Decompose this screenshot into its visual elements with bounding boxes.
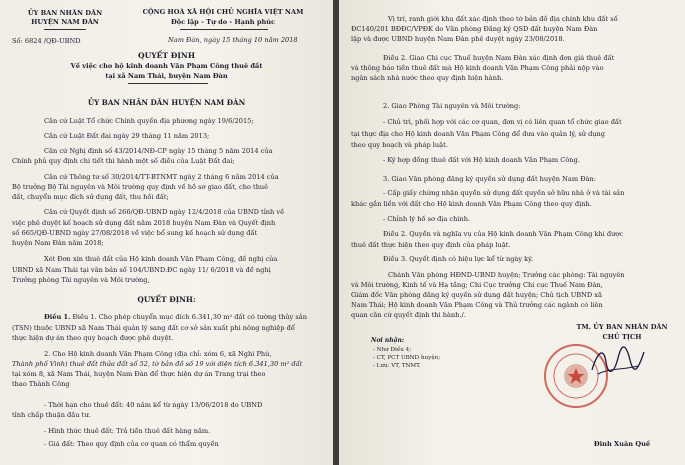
body-line: 2. Giao Phòng Tài nguyên và Môi trường: (383, 102, 521, 110)
subject-rule (128, 83, 208, 84)
body-line: và Môi trường, Kinh tế và Hạ tầng; Chi Cục trưởng Chi cục Thuế Nam Đàn, (351, 281, 603, 289)
issue-date: Nam Đàn, ngày 15 tháng 10 năm 2018 (168, 36, 298, 44)
body-line: 3. Giao Văn phòng đăng ký quyền sử dụng đất huyện Nam Đàn: (383, 175, 596, 183)
body-line: thuê đất thực hiện theo quy định của pháp luật. (351, 241, 511, 249)
basis-line: UBND xã Nam Thái tại văn bản số 104/UBND.ĐC ngày 11/ 6/2018 và đề nghị (12, 266, 271, 274)
lease-form-line: - Hình thức thuê đất: Trả tiền thuê đất hàng năm. (44, 427, 211, 435)
article-1-line: Điều 1. Điều 1. Cho phép chuyển mục đích 6.341,30 m² đất có tường thủy sản (44, 313, 307, 321)
body-line: Điều 3. Quyết định có hiệu lực kể từ ngày ký. (383, 255, 534, 263)
article-1-item-2-line: tại xóm 8, xã Nam Thái, huyện Nam Đàn để thực hiện dự án Trang trại theo (12, 370, 266, 378)
document-title: QUYẾT ĐỊNH (137, 51, 196, 60)
body-line: Vị trí, ranh giới khu đất xác định theo tờ bản đồ địa chính khu đất số (388, 15, 618, 23)
body-line: Điều 2. Quyền và nghĩa vụ của Hộ kinh doanh Văn Phạm Công khi được (383, 230, 624, 238)
body-line: - Cấp giấy chứng nhận quyền sử dụng đất quyền sở hữu nhà ở và tài sản (383, 189, 625, 197)
basis-line: huyện Nam Đàn năm 2018; (12, 239, 104, 247)
basis-line: số 665/QĐ-UBND ngày 27/08/2018 về việc bổ sung kế hoạch sử dụng đất (12, 229, 258, 237)
subject-line-1: Về việc cho hộ kinh doanh Văn Phạm Công thuê đất (70, 62, 263, 70)
article-1-item-2-line: Thành phố Vinh) thuê đất thửa đất số 52, tờ bản đồ số 19 với diện tích 6.341,30 m² đất (12, 360, 303, 368)
signer-name: Đinh Xuân Quế (593, 440, 651, 448)
subject-line-2: tại xã Nam Thái, huyện Nam Đàn (105, 72, 228, 80)
right-page (339, 0, 685, 465)
basis-line: đất, chuyển mục đích sử dụng đất, thu hồi đất; (12, 193, 169, 201)
article-1-line: thực hiện dự án theo quy hoạch được phê duyệt. (12, 334, 174, 342)
body-line: - Chủ trì, phối hợp với các cơ quan, đơn vị có liên quan tổ chức giao đất (383, 118, 622, 126)
signature-role: CHỦ TỊCH (602, 333, 642, 341)
body-line: khác gắn liền với đất cho Hộ kinh doanh Văn Phạm Công theo quy định. (351, 200, 592, 208)
republic-heading: CỘNG HOÀ XÃ HỘI CHỦ NGHĨA VIỆT NAM (142, 8, 304, 16)
handwritten-signature (588, 340, 646, 380)
basis-line: Căn cứ Nghị định số 43/2014/NĐ-CP ngày 15 tháng 5 năm 2014 của (44, 147, 273, 155)
basis-line: Xét Đơn xin thuê đất của Hộ kinh doanh Văn Phạm Công, đề nghị của (44, 255, 278, 263)
decision-heading: QUYẾT ĐỊNH: (137, 295, 196, 304)
body-line: Giám đốc Văn phòng đăng ký quyền sử dụng đất huyện; Chủ tịch UBND xã (351, 291, 602, 299)
header-right-rule (180, 29, 268, 30)
body-line: quan căn cứ quyết định thi hành./. (351, 311, 466, 319)
body-line: - Ký hợp đồng thuê đất với Hộ kinh doanh Văn Phạm Công. (383, 156, 580, 164)
basis-line: việc phê duyệt kế hoạch sử dụng đất năm 2018 huyện Nam Đàn và Quyết định (12, 219, 276, 227)
body-line: ĐC140/201 BĐĐC/VPĐK do Văn phòng Đăng ký QSD đất huyện Nam Đàn (351, 25, 598, 33)
signature-title: TM. ỦY BAN NHÂN DÂN (576, 323, 668, 331)
body-line: và thông báo tiền thuê đất mà Hộ kinh doanh Văn Phạm Công phải nộp vào (351, 64, 604, 72)
body-line: Nam Thái; Hộ kinh doanh Văn Phạm Công và Thủ trưởng các ngành có liên (351, 301, 603, 309)
left-page (0, 0, 333, 465)
body-line: ngân sách nhà nước theo quy định hiện hành. (351, 74, 504, 82)
body-line: lập và được UBND huyện Nam Đàn phê duyệt ngày 23/08/2018. (351, 35, 565, 43)
basis-line: Bộ trưởng Bộ Tài nguyên và Môi trường quy định về hồ sơ giao đất, cho thuê (12, 183, 269, 191)
land-price-line: - Giá đất: Theo quy định của cơ quan có thẩm quyền (44, 440, 219, 448)
recipients-title: Nơi nhận: (371, 337, 405, 344)
basis-line: Căn cứ Quyết định số 266/QĐ-UBND ngày 12/4/2018 của UBND tỉnh về (44, 208, 285, 216)
recipient-item: - Như Điều 4; (373, 347, 412, 353)
motto: Độc lập - Tự do - Hạnh phúc (170, 18, 276, 26)
body-line: tại thực địa cho Hộ kinh doanh Văn Phạm Công để đưa vào quản lý, sử dụng (351, 130, 606, 138)
body-line: Chánh Văn phòng HĐND-UBND huyện; Trưởng các phòng: Tài nguyên (388, 271, 625, 279)
lease-term-line: tỉnh chấp thuận đầu tư. (12, 411, 91, 419)
basis-line: Chính phủ quy định chi tiết thi hành một số điều của Luật Đất đai; (12, 157, 235, 165)
document-number: Số: 6824 /QĐ-UBND (12, 37, 81, 45)
article-1-item-2-line: 2. Cho Hộ kinh doanh Văn Phạm Công (địa chỉ: xóm 6, xã Nghi Phú, (44, 350, 272, 358)
header-left-rule (44, 29, 86, 30)
authority-heading: ỦY BAN NHÂN DÂN HUYỆN NAM ĐÀN (87, 98, 246, 107)
agency-name: ỦY BAN NHÂN DÂN (27, 9, 103, 17)
recipient-item: - Lưu: VT, TNMT. (373, 363, 421, 369)
article-1-line: (TSN) thuộc UBND xã Nam Thái quản lý sang đất cơ sở sản xuất phi nông nghiệp để (12, 324, 295, 332)
body-line: theo quy hoạch và pháp luật. (351, 141, 448, 149)
basis-line: Trưởng phòng Tài nguyên và Môi trường, (12, 276, 150, 284)
article-1-item-2-line: thao Thành Công (12, 380, 70, 388)
body-line: - Chỉnh lý hồ sơ địa chính. (383, 215, 471, 223)
basis-line: Căn cứ Thông tư số 30/2014/TT-BTNMT ngày 2 tháng 6 năm 2014 của (44, 173, 279, 181)
lease-term-line: - Thời hạn cho thuê đất: 40 năm kể từ ngày 13/06/2018 do UBND (44, 401, 263, 409)
basis-line: Căn cứ Luật Đất đai ngày 29 tháng 11 năm 2013; (44, 132, 210, 140)
body-line: Điều 2. Giao Chi cục Thuế huyện Nam Đàn xác định đơn giá thuê đất (383, 54, 615, 62)
recipient-item: - CT, PCT UBND huyện; (373, 355, 441, 361)
basis-line: Căn cứ Luật Tổ chức Chính quyền địa phương ngày 19/6/2015; (44, 117, 254, 125)
district-name: HUYỆN NAM ĐÀN (31, 18, 99, 26)
